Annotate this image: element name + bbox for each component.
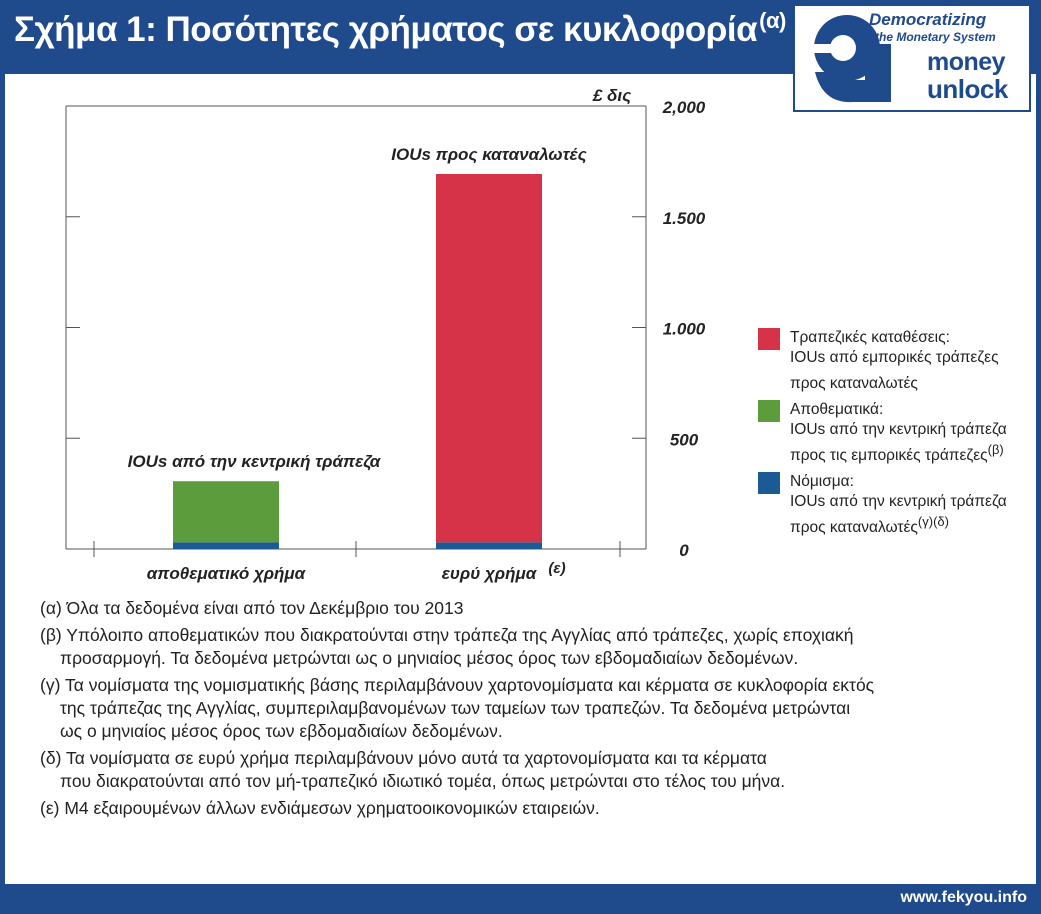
y-unit-label: £ δις <box>592 86 632 105</box>
footnote-line: προσαρμογή. Τα δεδομένα μετρώνται ως ο μηνιαίος μέσος όρος των εβδομαδιαίων δεδομένων. <box>60 648 799 668</box>
source-url: www.fekyou.info <box>900 889 1027 906</box>
bar-segment <box>436 174 542 542</box>
logo-line-4: unlock <box>927 74 1008 104</box>
footnote-line: (α) Όλα τα δεδομένα είναι από τον Δεκέμβριο του 2013 <box>40 598 464 618</box>
footnote-c <box>40 674 1030 743</box>
footnote-line: της τράπεζας της Αγγλίας, συμπεριλαμβανομένων των ταμείων των τραπεζών. Τα δεδομένα μετρώνται <box>60 698 851 718</box>
footnote-d <box>40 747 1030 793</box>
legend-swatch-reserves <box>758 400 780 422</box>
legend-desc-deposits: IOUs από εμπορικές τράπεζες προς καταναλωτές <box>790 349 999 393</box>
footnote-line: που διακρατούνται από τον μή-τραπεζικό ιδιωτικό τομέα, όπως μετρώνται στο τέλος του μήνα. <box>60 771 786 791</box>
footer-bar <box>0 884 1041 914</box>
footnote-line: ως ο μηνιαίος μέσος όρος των εβδομαδιαίων δεδομένων. <box>60 721 503 741</box>
footnote-line: (β) Υπόλοιπο αποθεματικών που διακρατούνται στην τράπεζα της Αγγλίας από τράπεζες, χωρίς εποχιακή <box>40 625 854 645</box>
footnote-a <box>40 597 1030 620</box>
footnote-line: (δ) Τα νομίσματα σε ευρύ χρήμα περιλαμβάνουν μόνο αυτά τα χαρτονομίσματα και τα κέρματα <box>40 748 767 768</box>
logo-line-1: Democratizing <box>869 10 987 29</box>
logo-line-2: the Monetary System <box>875 30 996 44</box>
legend-item-reserves <box>758 400 1028 466</box>
legend-item-deposits <box>758 328 1028 394</box>
legend <box>758 328 1028 544</box>
bar-annotation: IOUs προς καταναλωτές <box>391 145 587 165</box>
title-text: Σχήμα 1: Ποσότητες χρήματος σε κυκλοφορία <box>14 10 758 49</box>
x-tick-note: (ε) <box>548 560 566 577</box>
legend-swatch-deposits <box>758 328 780 350</box>
footnote-b <box>40 624 1030 670</box>
footnote-line: (γ) Τα νομίσματα της νομισματικής βάσης περιλαμβάνουν χαρτονομίσματα και κέρματα σε κυκλοφορία εκτός <box>40 675 875 695</box>
y-tick-label: 1.000 <box>662 319 706 339</box>
legend-title-deposits: Τραπεζικές καταθέσεις: <box>790 329 950 346</box>
title-note: (α) <box>759 8 786 33</box>
legend-title-reserves: Αποθεματικά: <box>790 401 884 419</box>
y-tick-label: 2,000 <box>662 98 706 117</box>
legend-desc-reserves: IOUs από την κεντρική τράπεζα προς τις εμπορικές τράπεζες$^{(\beta)}$ <box>790 421 1007 465</box>
footnotes <box>40 597 1030 824</box>
bar-segment <box>173 481 279 542</box>
legend-swatch-currency <box>758 472 780 494</box>
bar-segment <box>173 542 279 549</box>
bar-annotation: IOUs από την κεντρική τράπεζα <box>127 452 381 472</box>
legend-title-currency: Νόμισμα: <box>790 473 854 491</box>
y-tick-label: 500 <box>669 430 699 450</box>
legend-item-currency <box>758 472 1028 538</box>
footnote-line: (ε) Μ4 εξαιρουμένων άλλων ενδιάμεσων χρηματοοικονομικών εταιρειών. <box>40 798 600 818</box>
bar-segment <box>436 542 542 549</box>
legend-desc-currency: IOUs από την κεντρική τράπεζα προς καταναλωτές$^{(\gamma)(\delta)}$ <box>790 493 1007 537</box>
x-tick-label: αποθεματικό χρήμα <box>146 564 306 583</box>
x-tick-label: ευρύ χρήμα <box>441 564 537 583</box>
y-tick-label: 0 <box>679 541 689 560</box>
y-tick-label: 1.500 <box>662 208 706 228</box>
logo-line-3: money <box>927 48 1006 76</box>
footnote-e <box>40 797 1030 820</box>
